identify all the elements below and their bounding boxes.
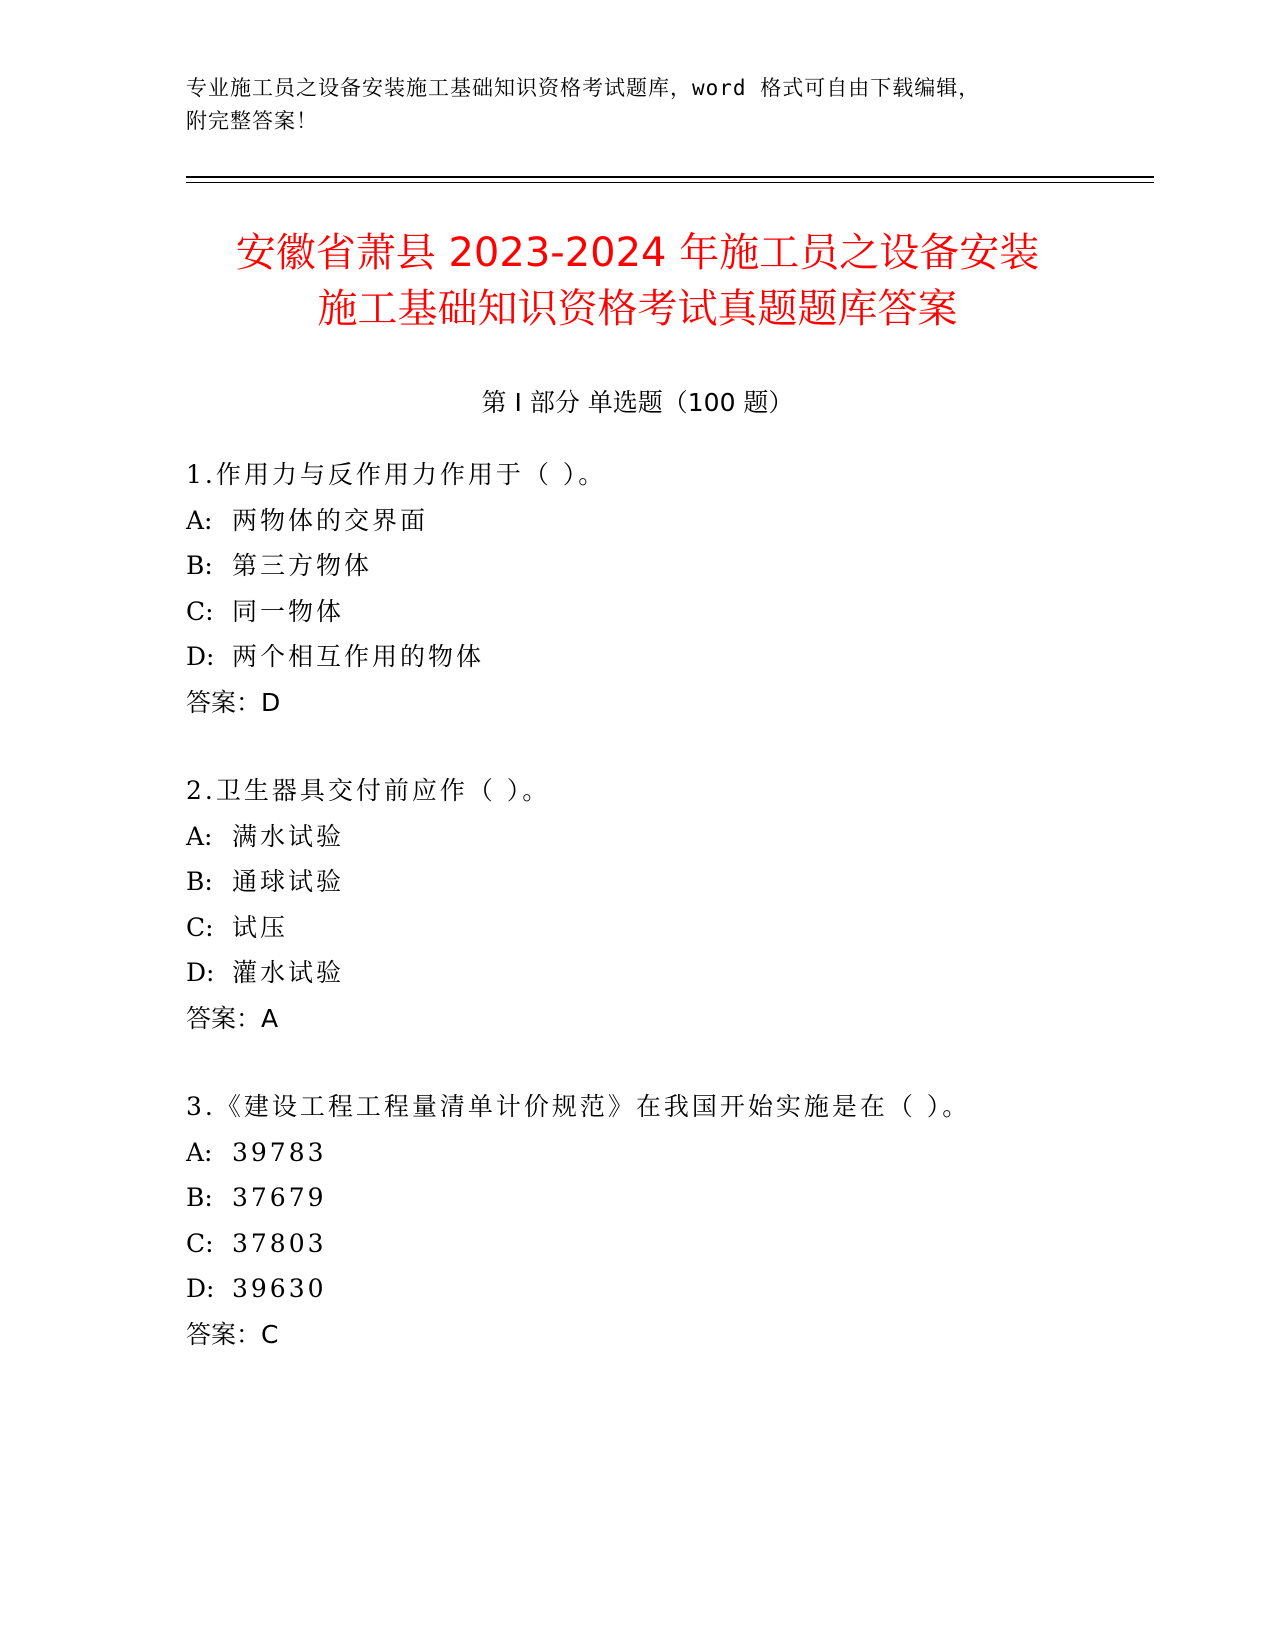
question-1 bbox=[186, 452, 1086, 725]
option-c bbox=[186, 905, 1086, 951]
option-a bbox=[186, 814, 1086, 860]
document-title-line-1: 安徽省萧县 2023-2024 年施工员之设备安装 bbox=[235, 230, 1040, 276]
option-b bbox=[186, 859, 1086, 905]
option-text: 同一物体 bbox=[232, 596, 345, 626]
question-stem: 1.作用力与反作用力作用于（ ）。 bbox=[186, 460, 607, 489]
option-letter: D: bbox=[186, 1274, 215, 1303]
option-a bbox=[186, 498, 1086, 544]
option-letter: D: bbox=[186, 642, 215, 671]
option-a bbox=[186, 1130, 1086, 1176]
option-letter: B: bbox=[186, 1183, 213, 1212]
option-text: 两个相互作用的物体 bbox=[232, 642, 485, 671]
header-divider-thin bbox=[186, 182, 1154, 183]
option-letter: C: bbox=[186, 912, 214, 942]
option-letter: B: bbox=[186, 551, 213, 580]
answer: 答案：A bbox=[186, 1003, 279, 1033]
option-d bbox=[186, 1266, 1086, 1312]
document-title bbox=[150, 225, 1125, 337]
option-letter: B: bbox=[186, 867, 213, 896]
option-letter: A: bbox=[186, 505, 213, 535]
question-2 bbox=[186, 768, 1086, 1041]
header-note-line-1: 专业施工员之设备安装施工基础知识资格考试题库，word 格式可自由下载编辑， bbox=[186, 76, 981, 100]
question-3 bbox=[186, 1084, 1086, 1357]
option-text: 39630 bbox=[232, 1274, 327, 1303]
question-stem: 2.卫生器具交付前应作（ ）。 bbox=[186, 776, 551, 805]
header-divider-thick bbox=[186, 176, 1154, 178]
option-letter: C: bbox=[186, 596, 214, 626]
question-stem: 3.《建设工程工程量清单计价规范》在我国开始实施是在（ ）。 bbox=[186, 1092, 971, 1121]
answer: 答案：D bbox=[186, 687, 281, 717]
option-text: 37803 bbox=[232, 1228, 327, 1258]
answer: 答案：C bbox=[186, 1319, 279, 1349]
option-b bbox=[186, 543, 1086, 589]
option-letter: A: bbox=[186, 821, 213, 851]
option-text: 试压 bbox=[232, 912, 289, 942]
option-letter: D: bbox=[186, 958, 215, 987]
section-title: 第 I 部分 单选题（100 题） bbox=[481, 388, 794, 417]
option-d bbox=[186, 950, 1086, 996]
header-note bbox=[186, 72, 1066, 138]
option-text: 通球试验 bbox=[232, 867, 345, 896]
option-text: 两物体的交界面 bbox=[232, 505, 429, 535]
option-text: 37679 bbox=[232, 1183, 327, 1212]
option-letter: C: bbox=[186, 1228, 214, 1258]
option-text: 灌水试验 bbox=[232, 958, 345, 987]
option-text: 第三方物体 bbox=[232, 551, 373, 580]
document-title-line-2: 施工基础知识资格考试真题题库答案 bbox=[317, 286, 958, 332]
header-note-line-2: 附完整答案！ bbox=[186, 109, 318, 133]
option-text: 满水试验 bbox=[232, 821, 345, 851]
option-d bbox=[186, 634, 1086, 680]
option-letter: A: bbox=[186, 1137, 213, 1167]
option-c bbox=[186, 1221, 1086, 1267]
option-text: 39783 bbox=[232, 1137, 327, 1167]
option-c bbox=[186, 589, 1086, 635]
option-b bbox=[186, 1175, 1086, 1221]
